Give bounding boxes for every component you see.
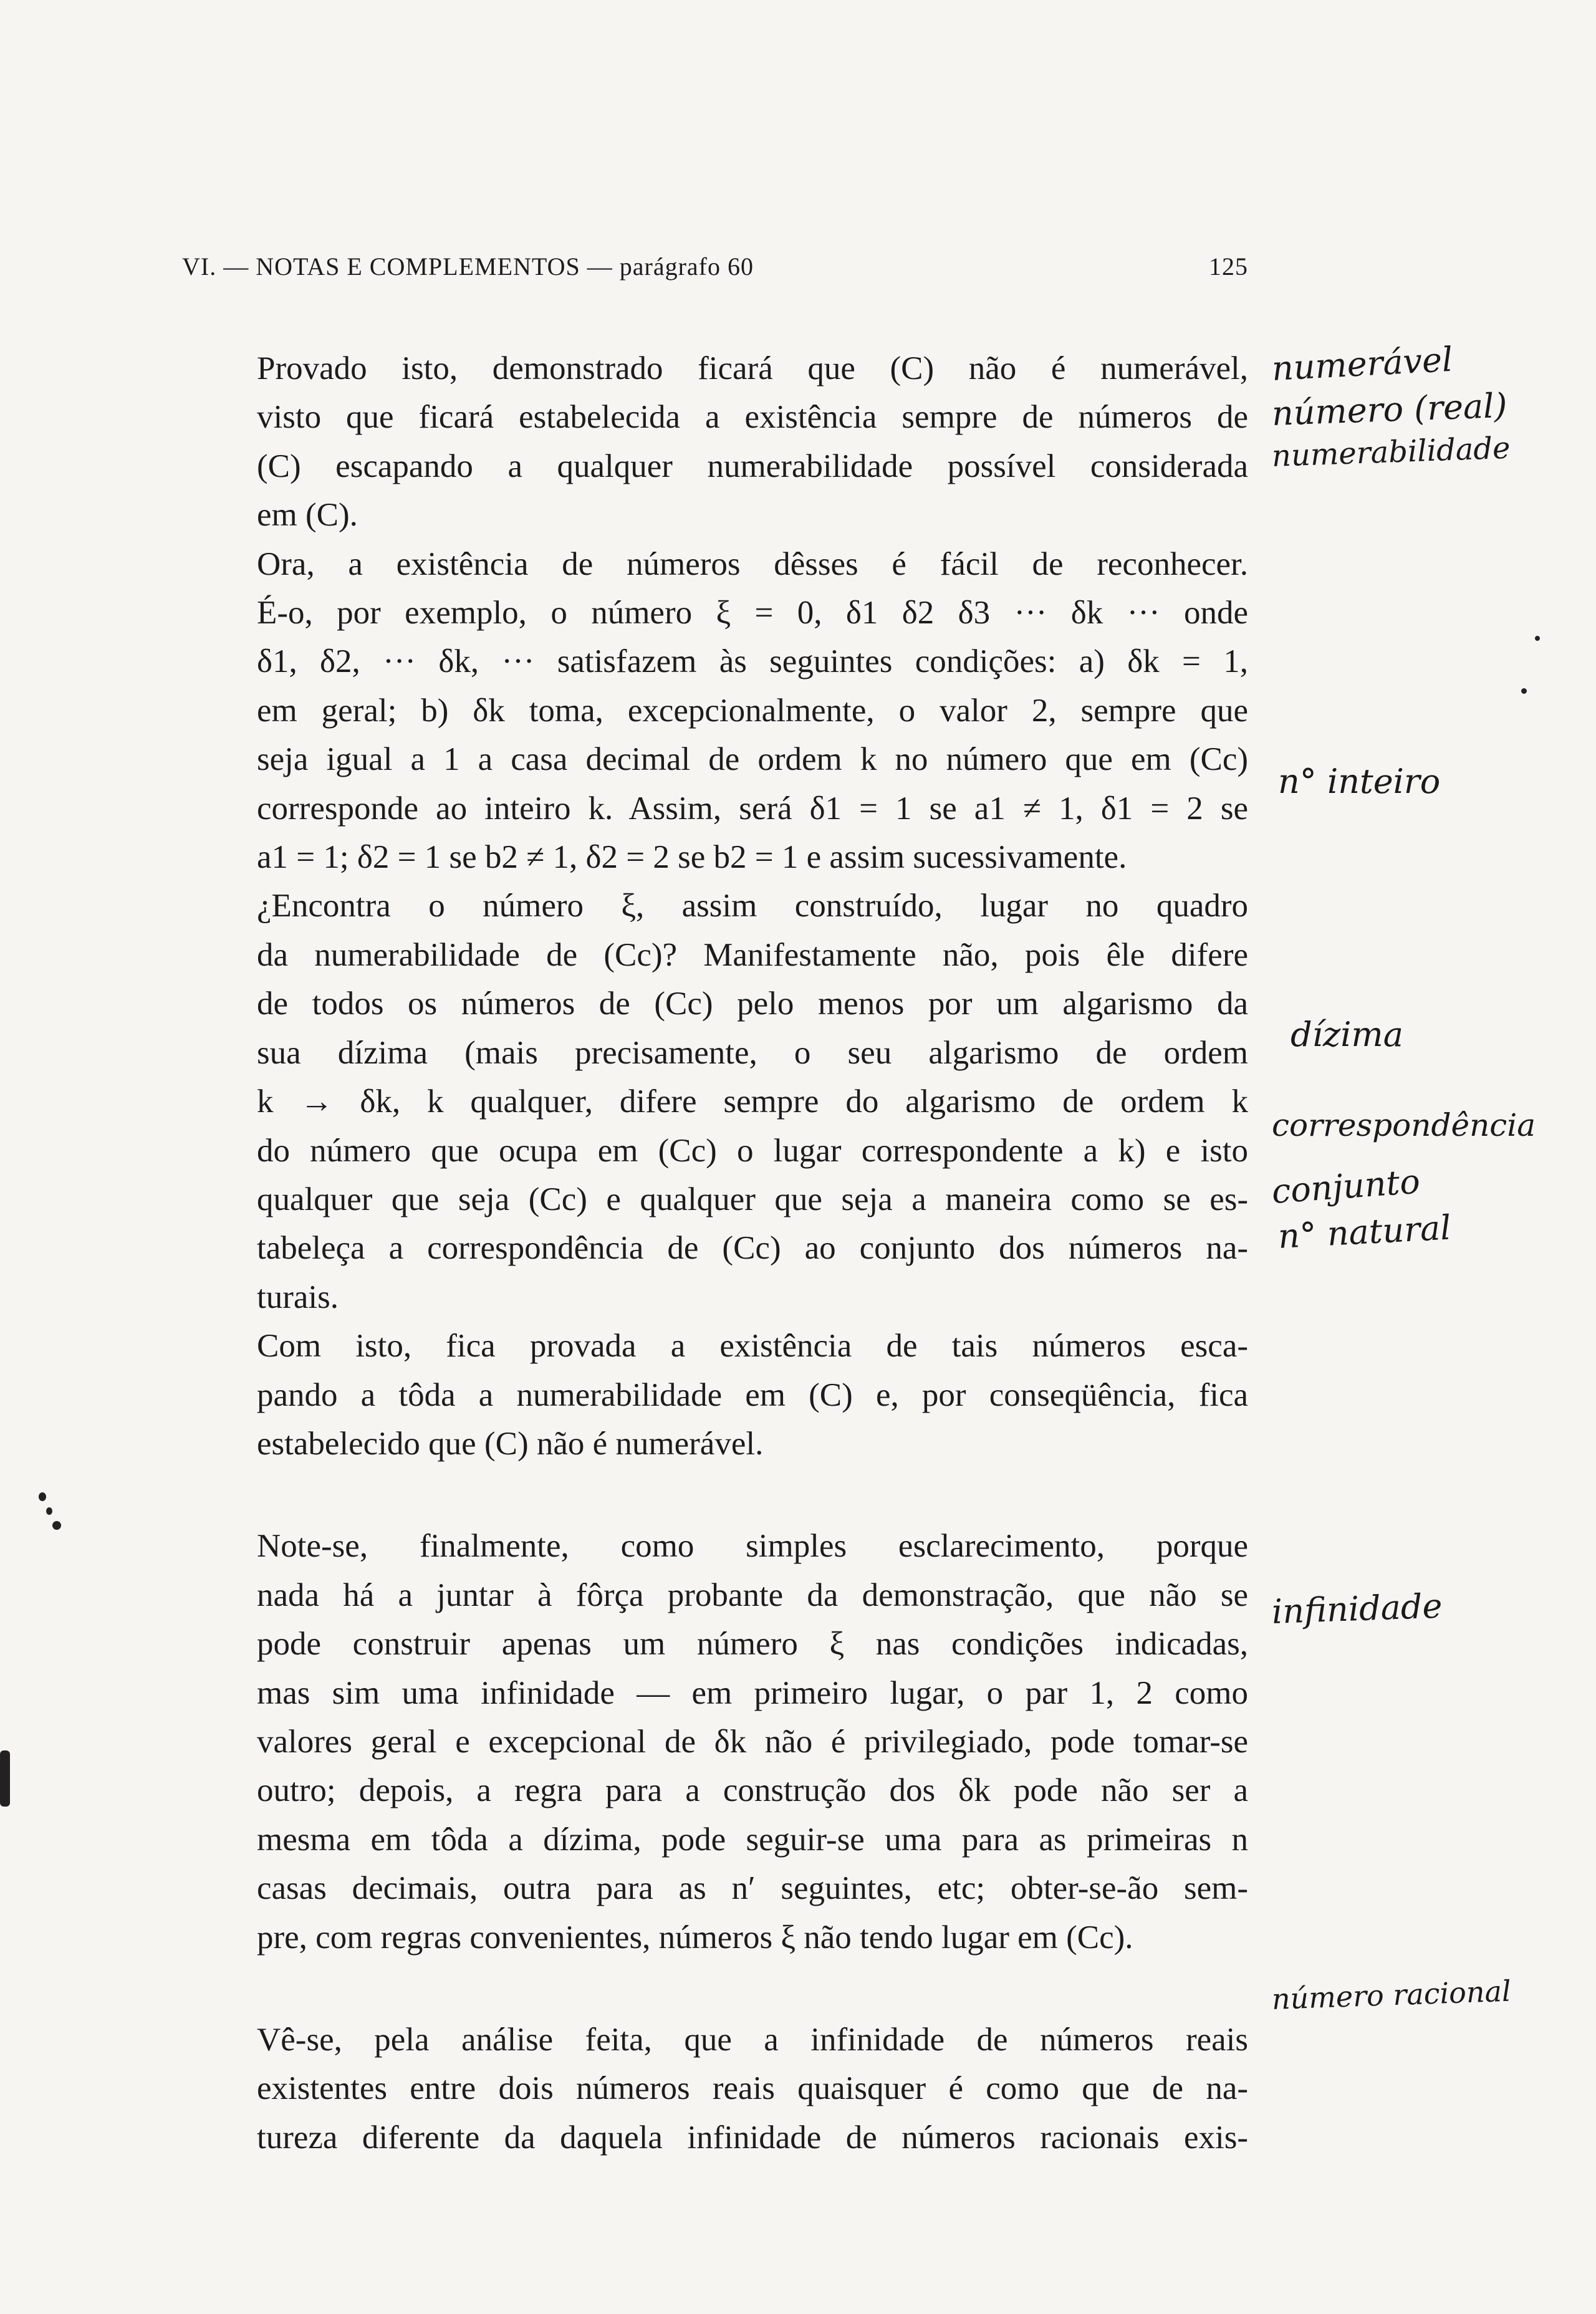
text-line: a1 = 1; δ2 = 1 se b2 ≠ 1, δ2 = 2 se b2 = 1 e assim sucessivamente. — [257, 839, 1127, 876]
text-line: mas sim uma infinidade — em primeiro lugar, o par 1, 2 como — [257, 1674, 1248, 1711]
paragraph — [182, 1522, 1248, 1962]
text-line: do número que ocupa em (Cc) o lugar correspondente a k) e isto — [257, 1132, 1248, 1169]
margin-note: número (real) — [1271, 385, 1508, 433]
paragraph — [182, 344, 1248, 540]
text-line: tabeleça a correspondência de (Cc) ao conjunto dos números na- — [257, 1230, 1248, 1267]
text-line: existentes entre dois números reais quaisquer é como que de na- — [257, 2070, 1248, 2107]
scan-speck — [39, 1492, 46, 1501]
margin-note: infinidade — [1271, 1586, 1443, 1631]
paragraph — [182, 1322, 1248, 1468]
text-line: Com isto, fica provada a existência de tais números esca- — [257, 1328, 1248, 1365]
text-line: Vê-se, pela análise feita, que a infinidade de números reais — [257, 2022, 1248, 2058]
text-line: visto que ficará estabelecida a existência sempre de números de — [257, 399, 1248, 436]
margin-note: n° inteiro — [1278, 762, 1441, 801]
scan-speck — [0, 1750, 10, 1807]
text-line: casas decimais, outra para as n′ seguintes, etc; obter-se-ão sem- — [257, 1870, 1248, 1907]
text-line: tureza diferente da daquela infinidade de números racionais exis- — [257, 2119, 1248, 2156]
text-line: qualquer que seja (Cc) e qualquer que seja a maneira como se es- — [257, 1181, 1248, 1217]
text-line: δ1, δ2, ··· δk, ··· satisfazem às seguintes condições: a) δk = 1, — [257, 643, 1248, 680]
page-number: 125 — [1209, 252, 1248, 281]
scan-speck — [46, 1507, 52, 1515]
running-head-title: VI. — NOTAS E COMPLEMENTOS — parágrafo 60 — [182, 252, 754, 281]
margin-note: numerável — [1271, 339, 1454, 388]
text-line: corresponde ao inteiro k. Assim, será δ1 = 1 se a1 ≠ 1, δ1 = 2 se — [257, 790, 1248, 827]
text-line: turais. — [257, 1279, 339, 1315]
margin-note: dízima — [1291, 1015, 1403, 1054]
text-line: nada há a juntar à fôrça probante da demonstração, que não se — [257, 1577, 1248, 1613]
paragraph — [182, 881, 1248, 1322]
text-line: em geral; b) δk toma, excepcionalmente, o valor 2, sempre que — [257, 692, 1248, 729]
text-line: valores geral e excepcional de δk não é privilegiado, pode tomar-se — [257, 1723, 1248, 1760]
body-text — [182, 344, 1248, 2162]
paragraph — [182, 540, 1248, 882]
scan-speck — [52, 1521, 61, 1530]
text-line: Ora, a existência de números dêsses é fácil de reconhecer. — [257, 545, 1248, 582]
margin-note: número racional — [1271, 1974, 1512, 2016]
text-line: ¿Encontra o número ξ, assim construído, lugar no quadro — [257, 888, 1248, 924]
text-line: em (C). — [257, 497, 358, 534]
text-line: pre, com regras convenientes, números ξ não tendo lugar em (Cc). — [257, 1919, 1133, 1956]
text-line: estabelecido que (C) não é numerável. — [257, 1425, 764, 1462]
text-line: da numerabilidade de (Cc)? Manifestamente não, pois êle difere — [257, 936, 1248, 973]
margin-note: numerabilidade — [1271, 430, 1511, 474]
text-line: seja igual a 1 a casa decimal de ordem k no número que em (Cc) — [257, 741, 1248, 778]
text-line: k → δk, k qualquer, difere sempre do algarismo de ordem k — [257, 1083, 1248, 1120]
text-line: outro; depois, a regra para a construção dos δk pode não ser a — [257, 1772, 1248, 1809]
text-line: mesma em tôda a dízima, pode seguir-se uma para as primeiras n — [257, 1821, 1248, 1858]
text-line: (C) escapando a qualquer numerabilidade possível considerada — [257, 448, 1248, 484]
scan-speck — [1535, 636, 1540, 641]
scan-speck — [1521, 688, 1527, 694]
text-line: de todos os números de (Cc) pelo menos por um algarismo da — [257, 986, 1248, 1022]
text-line: Note-se, finalmente, como simples esclarecimento, porque — [257, 1528, 1248, 1565]
margin-note: correspondência — [1272, 1107, 1536, 1143]
text-line: pode construir apenas um número ξ nas condições indicadas, — [257, 1626, 1248, 1663]
text-line: Provado isto, demonstrado ficará que (C) não é numerável, — [257, 350, 1248, 386]
text-line: pando a tôda a numerabilidade em (C) e, por conseqüência, fica — [257, 1376, 1248, 1413]
text-line: É-o, por exemplo, o número ξ = 0, δ1 δ2 δ3 ··· δk ··· onde — [257, 595, 1248, 631]
text-line: sua dízima (mais precisamente, o seu algarismo de ordem — [257, 1034, 1248, 1071]
paragraph — [182, 2015, 1248, 2162]
margin-note: n° natural — [1277, 1207, 1452, 1256]
margin-note: conjunto — [1270, 1161, 1421, 1211]
